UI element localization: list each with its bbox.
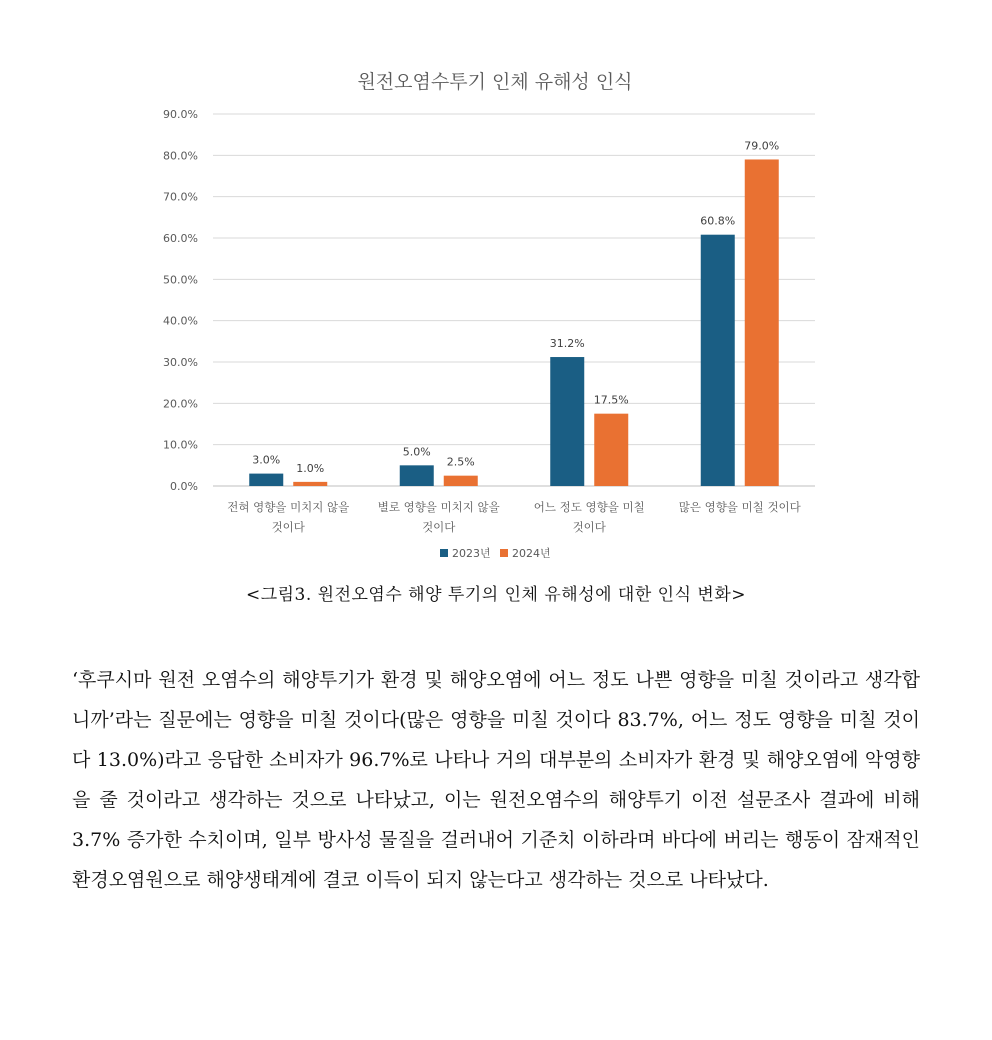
bar: [745, 159, 779, 486]
data-label: 2.5%: [446, 455, 475, 469]
data-label: 31.2%: [549, 337, 585, 351]
y-tick-label: 40.0%: [163, 314, 198, 328]
legend-swatch: [440, 549, 448, 557]
y-tick-label: 10.0%: [163, 438, 198, 452]
legend-label: 2023년: [452, 547, 491, 560]
x-category-label: 전혀 영향을 미치지 않을: [227, 500, 350, 514]
bar: [249, 474, 283, 486]
bar: [550, 357, 584, 486]
x-axis: [227, 500, 801, 534]
y-axis: [163, 108, 198, 493]
bar: [400, 465, 434, 486]
y-tick-label: 50.0%: [163, 273, 198, 287]
bar: [293, 482, 327, 486]
y-tick-label: 30.0%: [163, 356, 198, 369]
bar: [444, 476, 478, 486]
legend: [440, 546, 551, 560]
bar: [594, 414, 628, 486]
x-category-label: 것이다: [572, 520, 606, 534]
data-label: 17.5%: [593, 393, 629, 407]
x-category-label: 많은 영향을 미칠 것이다: [678, 500, 801, 514]
x-category-label: 별로 영향을 미치지 않을: [377, 500, 500, 514]
bars: [249, 159, 779, 486]
data-label: 1.0%: [296, 461, 325, 475]
legend-label: 2024년: [512, 547, 551, 560]
data-label: 5.0%: [402, 445, 431, 459]
x-category-label: 것이다: [271, 520, 305, 534]
chart-title: 원전오염수투기 인체 유해성 인식: [357, 71, 633, 93]
figure-caption: <그림3. 원전오염수 해양 투기의 인체 유해성에 대한 인식 변화>: [245, 585, 747, 605]
y-tick-label: 60.0%: [163, 232, 198, 245]
data-label: 79.0%: [744, 139, 780, 153]
legend-swatch: [500, 549, 508, 557]
data-label: 60.8%: [700, 214, 736, 228]
y-tick-label: 20.0%: [163, 397, 198, 411]
bar: [701, 235, 735, 486]
y-tick-label: 90.0%: [163, 108, 198, 121]
data-label: 3.0%: [252, 453, 281, 467]
x-category-label: 것이다: [422, 520, 456, 534]
x-category-label: 어느 정도 영향을 미칠: [533, 500, 645, 514]
body-paragraph: ‘후쿠시마 원전 오염수의 해양투기가 환경 및 해양오염에 어느 정도 나쁜 영향을 미칠 것이라고 생각합니까’라는 질문에는 영향을 미칠 것이다(많은 영향을 미칠 것이다 83.7%, 어느 정도 영향을 미칠 것이다 13.0%)라고 응답한 소비자가 96.7%로 나타나 거의 대부분의 소비자가 환경 및 해양오염에 악영향을 줄 것이라고 생각하는 것으로 나타났고, 이는 원전오염수의 해양투기 이전 설문조사 결과에 비해 3.7% 증가한 수치이며, 일부 방사성 물질을 걸러내어 기준치 이하라며 바다에 버리는 행동이 잠재적인 환경오염원으로 해양생태계에 결코 이득이 되지 않는다고 생각하는 것으로 나타났다.: [72, 669, 920, 891]
data-labels: [252, 139, 779, 474]
y-tick-label: 80.0%: [163, 149, 198, 163]
y-tick-label: 70.0%: [163, 190, 198, 204]
y-tick-label: 0.0%: [170, 480, 198, 493]
